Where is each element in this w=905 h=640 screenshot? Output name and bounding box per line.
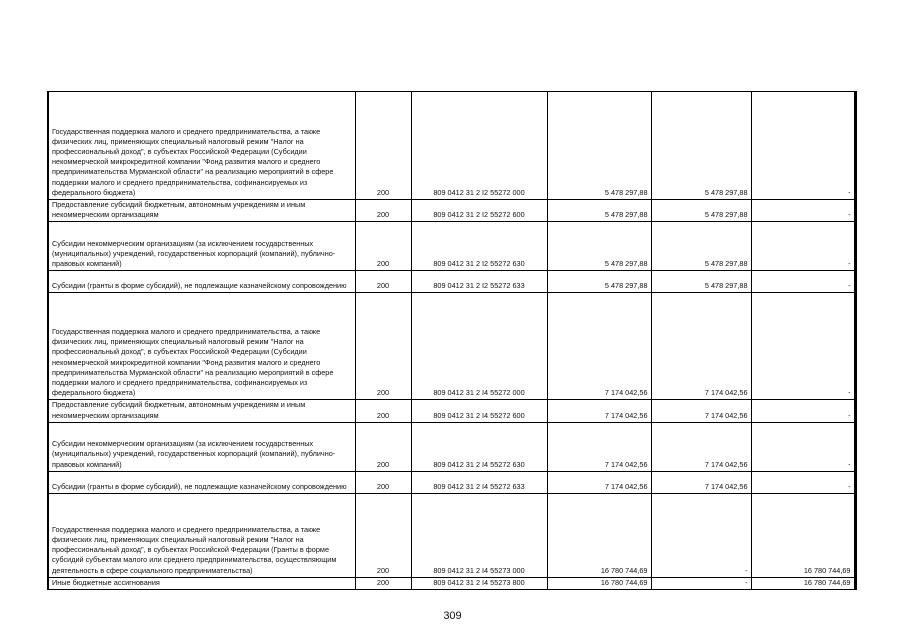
- row-name-cell: Государственная поддержка малого и среднего предпринимательства, а также физических лиц, применяющих специальный налоговый режим "Налог на профессиональный доход", в субъектах Российской Федерации (Гранты в форме субсидий субъектам малого или среднего предпринимательства, осуществляющим деятельность в сфере социального предпринимательства): [48, 493, 355, 577]
- row-line-code-cell: 200: [355, 271, 411, 293]
- row-line-code-cell: 200: [355, 471, 411, 493]
- row-approved-amount-cell: 7 174 042,56: [547, 400, 651, 422]
- table-row: [48, 422, 855, 471]
- table-row: [48, 400, 855, 422]
- row-budget-code-cell: 809 0412 31 2 I4 55273 000: [411, 493, 547, 577]
- row-name-cell: Предоставление субсидий бюджетным, автономным учреждениям и иным некоммерческим организациям: [48, 400, 355, 422]
- row-budget-code-cell: 809 0412 31 2 I4 55272 600: [411, 400, 547, 422]
- table-row: [48, 577, 855, 589]
- row-approved-amount-cell: 5 478 297,88: [547, 200, 651, 222]
- row-name-cell: Субсидии (гранты в форме субсидий), не подлежащие казначейскому сопровождению: [48, 271, 355, 293]
- row-name-cell: Субсидии некоммерческим организациям (за исключением государственных (муниципальных) учреждений, государственных корпораций (компаний), публично-правовых компаний): [48, 422, 355, 471]
- row-approved-amount-cell: 7 174 042,56: [547, 471, 651, 493]
- row-unexecuted-amount-cell: -: [751, 222, 855, 271]
- table-row: [48, 200, 855, 222]
- row-budget-code-cell: 809 0412 31 2 I2 55272 000: [411, 92, 547, 200]
- table-body: [48, 92, 855, 590]
- row-unexecuted-amount-cell: -: [751, 293, 855, 400]
- row-executed-amount-cell: 5 478 297,88: [651, 222, 751, 271]
- row-line-code-cell: 200: [355, 293, 411, 400]
- row-line-code-cell: 200: [355, 92, 411, 200]
- row-approved-amount-cell: 5 478 297,88: [547, 271, 651, 293]
- row-approved-amount-cell: 16 780 744,69: [547, 493, 651, 577]
- row-line-code-cell: 200: [355, 400, 411, 422]
- row-approved-amount-cell: 7 174 042,56: [547, 293, 651, 400]
- row-name-cell: Государственная поддержка малого и среднего предпринимательства, а также физических лиц, применяющих специальный налоговый режим "Налог на профессиональный доход", в субъектах Российской Федерации (Субсидии некоммерческой микрокредитной компании "Фонд развития малого и среднего предпринимательства Мурманской области" на реализацию мероприятий в сфере поддержки малого и среднего предпринимательства, софинансируемых из федерального бюджета): [48, 293, 355, 400]
- row-line-code-cell: 200: [355, 200, 411, 222]
- row-unexecuted-amount-cell: -: [751, 92, 855, 200]
- row-unexecuted-amount-cell: 16 780 744,69: [751, 493, 855, 577]
- row-approved-amount-cell: 7 174 042,56: [547, 422, 651, 471]
- row-budget-code-cell: 809 0412 31 2 I4 55272 000: [411, 293, 547, 400]
- row-name-cell: Государственная поддержка малого и среднего предпринимательства, а также физических лиц, применяющих специальный налоговый режим "Налог на профессиональный доход", в субъектах Российской Федерации (Субсидии некоммерческой микрокредитной компании "Фонд развития малого и среднего предпринимательства Мурманской области" на реализацию мероприятий в сфере поддержки малого и среднего предпринимательства, софинансируемых из федерального бюджета): [48, 92, 355, 200]
- row-budget-code-cell: 809 0412 31 2 I4 55273 800: [411, 577, 547, 589]
- row-unexecuted-amount-cell: -: [751, 471, 855, 493]
- row-name-cell: Субсидии (гранты в форме субсидий), не подлежащие казначейскому сопровождению: [48, 471, 355, 493]
- row-name-cell: Иные бюджетные ассигнования: [48, 577, 355, 589]
- row-unexecuted-amount-cell: -: [751, 422, 855, 471]
- row-approved-amount-cell: 5 478 297,88: [547, 92, 651, 200]
- row-budget-code-cell: 809 0412 31 2 I2 55272 600: [411, 200, 547, 222]
- row-unexecuted-amount-cell: 16 780 744,69: [751, 577, 855, 589]
- row-executed-amount-cell: 7 174 042,56: [651, 293, 751, 400]
- row-executed-amount-cell: 5 478 297,88: [651, 200, 751, 222]
- row-executed-amount-cell: -: [651, 577, 751, 589]
- row-name-cell: Предоставление субсидий бюджетным, автономным учреждениям и иным некоммерческим организациям: [48, 200, 355, 222]
- budget-execution-table: [47, 91, 857, 590]
- row-unexecuted-amount-cell: -: [751, 271, 855, 293]
- row-approved-amount-cell: 16 780 744,69: [547, 577, 651, 589]
- row-executed-amount-cell: 5 478 297,88: [651, 271, 751, 293]
- row-executed-amount-cell: 7 174 042,56: [651, 422, 751, 471]
- row-executed-amount-cell: -: [651, 493, 751, 577]
- table-row: [48, 92, 855, 200]
- table-row: [48, 222, 855, 271]
- row-line-code-cell: 200: [355, 422, 411, 471]
- table-row: [48, 293, 855, 400]
- row-executed-amount-cell: 7 174 042,56: [651, 400, 751, 422]
- row-budget-code-cell: 809 0412 31 2 I2 55272 633: [411, 271, 547, 293]
- row-name-cell: Субсидии некоммерческим организациям (за исключением государственных (муниципальных) учреждений, государственных корпораций (компаний), публично-правовых компаний): [48, 222, 355, 271]
- row-unexecuted-amount-cell: -: [751, 400, 855, 422]
- row-budget-code-cell: 809 0412 31 2 I4 55272 633: [411, 471, 547, 493]
- row-line-code-cell: 200: [355, 222, 411, 271]
- page-number: 309: [443, 610, 462, 622]
- table-row: [48, 271, 855, 293]
- row-budget-code-cell: 809 0412 31 2 I2 55272 630: [411, 222, 547, 271]
- table-row: [48, 471, 855, 493]
- row-line-code-cell: 200: [355, 493, 411, 577]
- row-executed-amount-cell: 7 174 042,56: [651, 471, 751, 493]
- row-unexecuted-amount-cell: -: [751, 200, 855, 222]
- row-executed-amount-cell: 5 478 297,88: [651, 92, 751, 200]
- row-line-code-cell: 200: [355, 577, 411, 589]
- table-row: [48, 493, 855, 577]
- row-budget-code-cell: 809 0412 31 2 I4 55272 630: [411, 422, 547, 471]
- row-approved-amount-cell: 5 478 297,88: [547, 222, 651, 271]
